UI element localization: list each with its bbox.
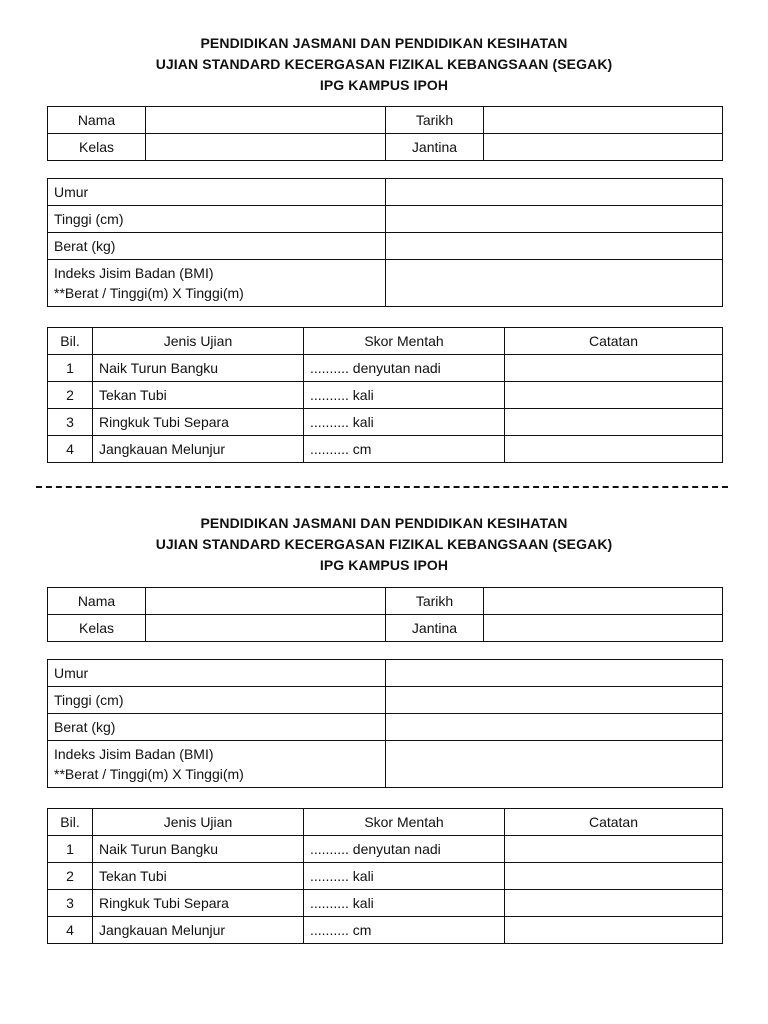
jantina-label: Jantina: [386, 615, 484, 642]
bmi-label: [48, 260, 386, 307]
row-catatan-field[interactable]: [505, 436, 723, 463]
body-measure-table: [47, 178, 723, 307]
umur-field[interactable]: [386, 179, 723, 206]
title-line-1: PENDIDIKAN JASMANI DAN PENDIDIKAN KESIHATAN: [200, 515, 568, 531]
title-line-2: UJIAN STANDARD KECERGASAN FIZIKAL KEBANGSAAN (SEGAK): [155, 536, 613, 552]
bmi-label: [48, 741, 386, 788]
row-bil: 4: [48, 917, 93, 944]
row-bil: 4: [48, 436, 93, 463]
tarikh-label: Tarikh: [386, 588, 484, 615]
row-bil: 3: [48, 890, 93, 917]
nama-field[interactable]: [146, 588, 386, 615]
row-jenis-ujian: Tekan Tubi: [93, 382, 304, 409]
header-jenis-ujian: Jenis Ujian: [93, 328, 304, 355]
bmi-field[interactable]: [386, 260, 723, 307]
row-jenis-ujian: Jangkauan Melunjur: [93, 917, 304, 944]
row-jenis-ujian: Ringkuk Tubi Separa: [93, 409, 304, 436]
kelas-field[interactable]: [146, 615, 386, 642]
table-row: [48, 436, 723, 463]
title-line-1: PENDIDIKAN JASMANI DAN PENDIDIKAN KESIHATAN: [200, 35, 568, 51]
row-bil: 2: [48, 382, 93, 409]
row-skor-mentah[interactable]: .......... kali: [304, 863, 505, 890]
bmi-field[interactable]: [386, 741, 723, 788]
nama-field[interactable]: [146, 107, 386, 134]
berat-field[interactable]: [386, 233, 723, 260]
header-bil: Bil.: [48, 328, 93, 355]
row-catatan-field[interactable]: [505, 836, 723, 863]
table-row: [48, 409, 723, 436]
tinggi-field[interactable]: [386, 687, 723, 714]
row-catatan-field[interactable]: [505, 382, 723, 409]
row-skor-mentah[interactable]: .......... denyutan nadi: [304, 355, 505, 382]
jantina-field[interactable]: [484, 615, 723, 642]
table-row: [48, 714, 723, 741]
umur-field[interactable]: [386, 660, 723, 687]
table-row: [48, 382, 723, 409]
row-bil: 1: [48, 355, 93, 382]
body-measure-table: [47, 659, 723, 788]
header-catatan: Catatan: [505, 328, 723, 355]
table-row: [48, 863, 723, 890]
header-bil: Bil.: [48, 809, 93, 836]
test-score-table: [47, 327, 723, 463]
tarikh-field[interactable]: [484, 588, 723, 615]
row-skor-mentah[interactable]: .......... kali: [304, 382, 505, 409]
row-catatan-field[interactable]: [505, 890, 723, 917]
header-skor-mentah: Skor Mentah: [304, 809, 505, 836]
row-jenis-ujian: Naik Turun Bangku: [93, 836, 304, 863]
tinggi-field[interactable]: [386, 206, 723, 233]
header-jenis-ujian: Jenis Ujian: [93, 809, 304, 836]
tarikh-field[interactable]: [484, 107, 723, 134]
table-row: [48, 741, 723, 788]
table-row: [48, 615, 723, 642]
jantina-label: Jantina: [386, 134, 484, 161]
umur-label: Umur: [48, 660, 386, 687]
row-jenis-ujian: Jangkauan Melunjur: [93, 436, 304, 463]
bmi-label-line-1: Indeks Jisim Badan (BMI): [54, 746, 214, 762]
table-row: [48, 355, 723, 382]
row-catatan-field[interactable]: [505, 917, 723, 944]
row-skor-mentah[interactable]: .......... cm: [304, 917, 505, 944]
identity-table: [47, 587, 723, 642]
form-title-block: [0, 33, 768, 96]
row-skor-mentah[interactable]: .......... kali: [304, 409, 505, 436]
table-row: [48, 660, 723, 687]
table-header-row: [48, 328, 723, 355]
bmi-label-line-1: Indeks Jisim Badan (BMI): [54, 265, 214, 281]
table-row: [48, 687, 723, 714]
nama-label: Nama: [48, 107, 146, 134]
row-bil: 3: [48, 409, 93, 436]
row-jenis-ujian: Tekan Tubi: [93, 863, 304, 890]
table-row: [48, 260, 723, 307]
table-row: [48, 179, 723, 206]
tarikh-label: Tarikh: [386, 107, 484, 134]
cut-line-divider: [36, 486, 728, 488]
bmi-label-line-2: **Berat / Tinggi(m) X Tinggi(m): [54, 285, 244, 301]
kelas-label: Kelas: [48, 615, 146, 642]
header-catatan: Catatan: [505, 809, 723, 836]
table-row: [48, 107, 723, 134]
title-line-3: IPG KAMPUS IPOH: [319, 557, 449, 573]
row-skor-mentah[interactable]: .......... kali: [304, 890, 505, 917]
header-skor-mentah: Skor Mentah: [304, 328, 505, 355]
bmi-label-line-2: **Berat / Tinggi(m) X Tinggi(m): [54, 766, 244, 782]
test-score-table: [47, 808, 723, 944]
row-catatan-field[interactable]: [505, 355, 723, 382]
identity-table: [47, 106, 723, 161]
row-catatan-field[interactable]: [505, 863, 723, 890]
table-row: [48, 588, 723, 615]
title-line-2: UJIAN STANDARD KECERGASAN FIZIKAL KEBANGSAAN (SEGAK): [155, 56, 613, 72]
row-bil: 2: [48, 863, 93, 890]
jantina-field[interactable]: [484, 134, 723, 161]
berat-field[interactable]: [386, 714, 723, 741]
kelas-label: Kelas: [48, 134, 146, 161]
kelas-field[interactable]: [146, 134, 386, 161]
berat-label: Berat (kg): [48, 714, 386, 741]
row-jenis-ujian: Ringkuk Tubi Separa: [93, 890, 304, 917]
table-row: [48, 836, 723, 863]
umur-label: Umur: [48, 179, 386, 206]
table-row: [48, 134, 723, 161]
row-bil: 1: [48, 836, 93, 863]
title-line-3: IPG KAMPUS IPOH: [319, 77, 449, 93]
table-row: [48, 917, 723, 944]
row-jenis-ujian: Naik Turun Bangku: [93, 355, 304, 382]
row-skor-mentah[interactable]: .......... denyutan nadi: [304, 836, 505, 863]
tinggi-label: Tinggi (cm): [48, 687, 386, 714]
table-row: [48, 890, 723, 917]
row-skor-mentah[interactable]: .......... cm: [304, 436, 505, 463]
row-catatan-field[interactable]: [505, 409, 723, 436]
form-title-block: [0, 513, 768, 576]
tinggi-label: Tinggi (cm): [48, 206, 386, 233]
table-header-row: [48, 809, 723, 836]
table-row: [48, 206, 723, 233]
nama-label: Nama: [48, 588, 146, 615]
berat-label: Berat (kg): [48, 233, 386, 260]
table-row: [48, 233, 723, 260]
